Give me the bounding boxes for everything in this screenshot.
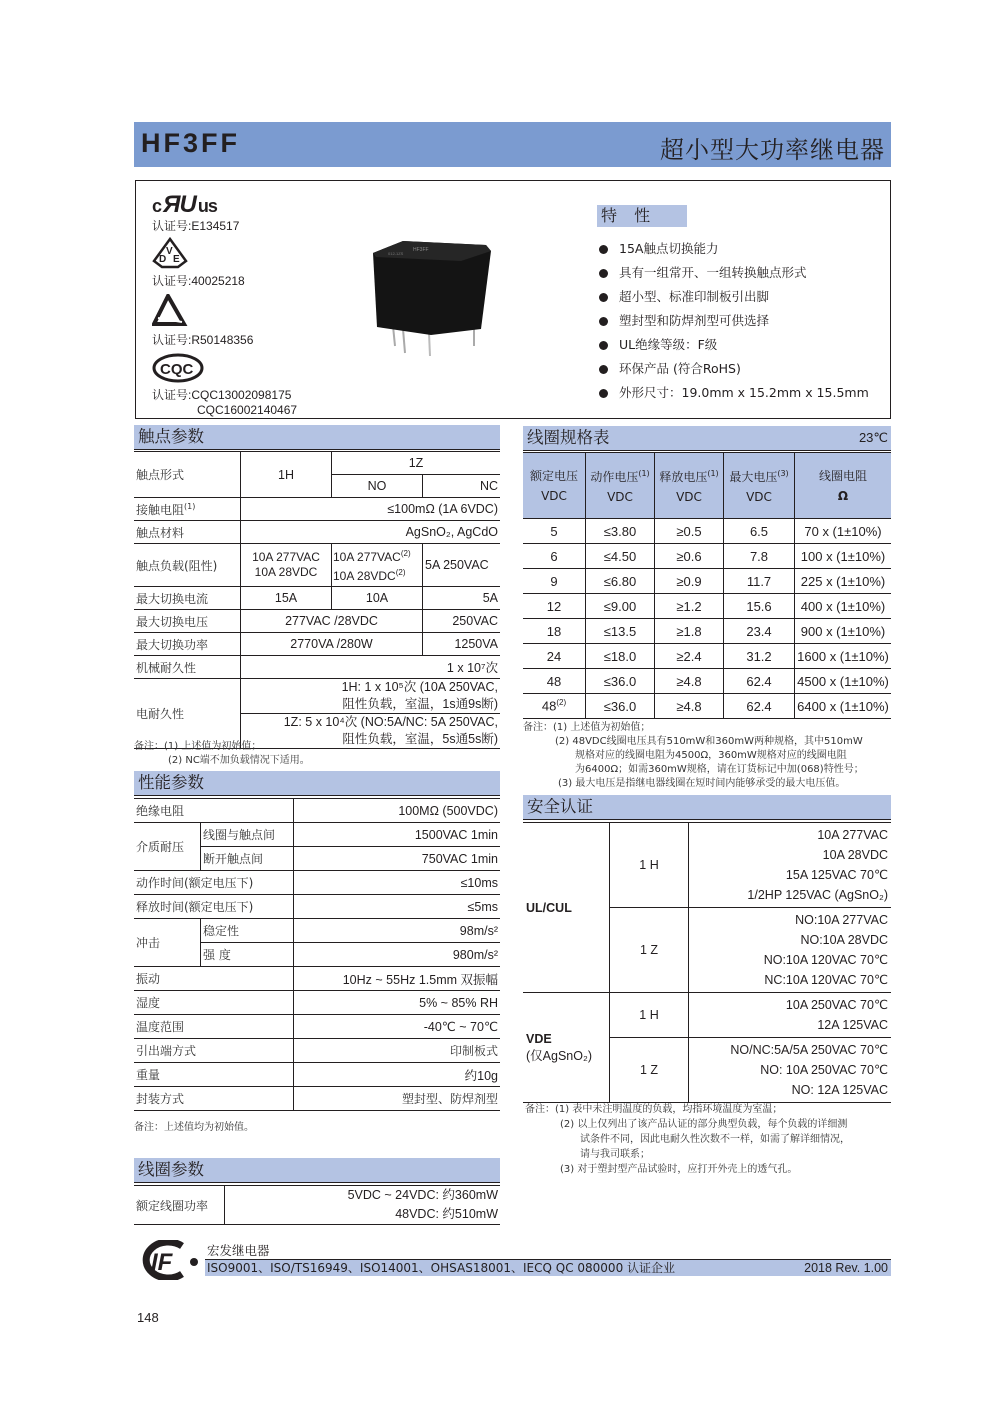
cert-number: R50148356 xyxy=(191,333,254,347)
features-list xyxy=(599,237,869,405)
section-safety-title: 安全认证 xyxy=(523,795,891,820)
feature-item: 环保产品 (符合RoHS) xyxy=(599,357,869,381)
section-coil-params-title: 线圈参数 xyxy=(134,1158,500,1183)
bullet-icon xyxy=(599,269,608,278)
section-performance-title: 性能参数 xyxy=(134,771,500,796)
iso-certifications: ISO9001、ISO/TS16949、ISO14001、OHSAS18001、IECQ QC 080000 认证企业 xyxy=(207,1261,676,1275)
svg-text:CQC: CQC xyxy=(160,361,194,378)
relay-product-image xyxy=(373,241,491,356)
section-contact-title: 触点参数 xyxy=(134,425,500,450)
feature-item: 15A触点切换能力 xyxy=(599,237,869,261)
bullet-icon xyxy=(599,293,608,302)
cert-number: 40025218 xyxy=(191,274,245,288)
contact-notes: 备注：(1) 上述值为初始值； (2) NC端不加负载情况下适用。 xyxy=(134,741,310,766)
bullet-icon xyxy=(599,365,608,374)
hongfa-logo xyxy=(134,1240,200,1285)
safety-notes: 备注：(1) 表中未注明温度的负载，均指环境温度为室温； (2) 以上仅列出了该产品认证的部分典型负载，每个负载的详细测 试条件不同，因此电耐久性次数不一样，如需了解详细情况， 请与我司联系； (3) 对于塑封型产品试验时，应打开外壳上的透气孔。 xyxy=(525,1104,850,1175)
features-title: 特 性 xyxy=(597,205,687,227)
coil-table-notes: 备注：(1) 上述值为初始值； (2) 48VDC线圈电压具有510mW和360mW两种规格，其中510mW 规格对应的线圈电阻为4500Ω，360mW规格对应的线圈电阻 为6400Ω；如需360mW规格，请在订货标记中加(068)特性号； (3) 最大电压是指继电器线圈在短时间内能够承受的最大电压值。 xyxy=(523,722,864,789)
page-header xyxy=(134,122,891,167)
footer-bar xyxy=(205,1259,891,1276)
feature-item: 超小型、标准印制板引出脚 xyxy=(599,285,869,309)
bullet-icon xyxy=(599,317,608,326)
cert-tuv: 认证号:R50148356 xyxy=(152,294,253,348)
contact-table: 触点形式 1H 1Z NO NC 接触电阻$^{(1)}$ ≤100mΩ (1A 6VDC) 触点材料 AgSnO₂, AgCdO 触点负载(阻性) 10A 277VAC 10A 28VDC 10A 277VAC$^{(2)}$ 10A 28VDC$^{(2)}$ 5A 250VAC 最大切换电流 15A 10A 5A 最大切换电压 277VAC /28VDC 250VAC 最大切换功率 2770VA /280W 1250VA 机械耐久性 1 x 10⁷次 电耐久性 1H: 1 x 10⁵次 (10A 250VAC, 阻性负载，室温，1s通9s断) 1Z: 5 x 10⁴次 (NO:5A/NC: 5A 250VAC, 阻性负载，室温，5s通5s断) xyxy=(134,451,500,749)
performance-note: 备注：上述值均为初始值。 xyxy=(134,1122,254,1133)
revision: 2018 Rev. 1.00 xyxy=(804,1261,888,1275)
svg-text:012-1ZS: 012-1ZS xyxy=(388,251,404,256)
svg-text:HF3FF: HF3FF xyxy=(413,247,429,253)
cert-number: CQC13002098175 xyxy=(191,388,292,402)
coil-params-table: 额定线圈功率 5VDC ~ 24VDC: 约360mW 48VDC: 约510mW xyxy=(134,1185,500,1225)
svg-text:E: E xyxy=(173,254,180,265)
overview-box xyxy=(135,180,891,419)
model-title: HF3FF xyxy=(141,128,240,158)
section-coil-table-title: 线圈规格表 23℃ xyxy=(523,426,891,451)
safety-table: UL/CUL 1 H 10A 277VAC 10A 28VDC 15A 125VAC 70℃ 1/2HP 125VAC (AgSnO₂) 1 Z NO:10A 277VAC NO:10A 28VDC NO:10A 120VAC 70℃ NC:10A 120VAC 70℃ VDE (仅AgSnO₂) 1 H 10A 250VAC 70℃ 12A 125VAC 1 Z NO/NC:5A/5A 250VAC 70℃ NO: 10A 250VAC 70℃ NO: 12A 125VAC xyxy=(523,822,891,1103)
feature-item: 塑封型和防焊剂型可供选择 xyxy=(599,309,869,333)
table-row: 48 ≤36.0 ≥4.8 62.4 4500 x (1±10%) xyxy=(523,669,891,694)
bullet-icon xyxy=(599,389,608,398)
cULus-icon: cЯU us xyxy=(152,191,217,218)
hongfa-logo-icon xyxy=(134,1240,200,1280)
cert-number-2: CQC16002140467 xyxy=(197,403,298,417)
svg-text:IF: IF xyxy=(151,1249,173,1276)
feature-item: UL绝缘等级：F级 xyxy=(599,333,869,357)
page-number: 148 xyxy=(137,1310,159,1325)
cert-vde: D V E 认证号:40025218 xyxy=(152,237,245,289)
table-row: 48$^{(2)}$ ≤36.0 ≥4.8 62.4 6400 x (1±10%) xyxy=(523,694,891,719)
temperature-label: 23℃ xyxy=(858,430,888,445)
bullet-icon xyxy=(599,245,608,254)
vde-icon xyxy=(152,237,188,269)
cert-ul: cЯU us 认证号:E134517 xyxy=(152,191,240,233)
cqc-icon xyxy=(152,353,204,383)
table-row: 6 ≤4.50 ≥0.6 7.8 100 x (1±10%) xyxy=(523,544,891,569)
cert-number: E134517 xyxy=(191,219,240,233)
tuv-triangle-icon xyxy=(152,294,188,328)
feature-item: 外形尺寸：19.0mm x 15.2mm x 15.5mm xyxy=(599,381,869,405)
performance-table: 绝缘电阻 100MΩ (500VDC) 介质耐压 线圈与触点间 1500VAC 1min 断开触点间 750VAC 1min 动作时间(额定电压下) ≤10ms 释放时间(额定电压下) ≤5ms 冲击 稳定性 98m/s² 强 度 980m/s² 振动 10Hz ~ 55Hz 1.5mm 双振幅 湿度 5% ~ 85% RH 温度范围 -40℃ ~ 70℃ 引出端方式 印制板式 重量 约10g 封装方式 塑封型、防焊剂型 xyxy=(134,798,500,1111)
product-subtitle: 超小型大功率继电器 xyxy=(660,136,885,164)
table-row: 24 ≤18.0 ≥2.4 31.2 1600 x (1±10%) xyxy=(523,644,891,669)
table-row: 9 ≤6.80 ≥0.9 11.7 225 x (1±10%) xyxy=(523,569,891,594)
table-row: 18 ≤13.5 ≥1.8 23.4 900 x (1±10%) xyxy=(523,619,891,644)
table-row: 12 ≤9.00 ≥1.2 15.6 400 x (1±10%) xyxy=(523,594,891,619)
bullet-icon xyxy=(599,341,608,350)
coil-spec-table: 额定电压 VDC 动作电压$^{(1)}$ VDC 释放电压$^{(1)}$ VDC 最大电压$^{(3)}$ VDC 线圈电阻 Ω 5 ≤3.80 ≥0.5 6.5 70 x (1±10%) 6 ≤4.50 ≥0.6 7.8 100 x (1±10%) 9 ≤6.80 ≥0.9 11.7 225 x (1±10%) 12 ≤9.00 ≥1.2 15.6 400 x (1±10%) 18 ≤13.5 ≥1.8 23.4 900 x (1±10%) 24 ≤18.0 ≥2.4 31.2 1600 x (1±10%) 48 ≤36.0 ≥4.8 62.4 4500 x (1±10%) 48$^{(2)}$ ≤36.0 ≥4.8 62.4 6400 x (1±10%) xyxy=(523,452,891,719)
svg-text:V: V xyxy=(166,246,173,257)
feature-item: 具有一组常开、一组转换触点形式 xyxy=(599,261,869,285)
table-row: 5 ≤3.80 ≥0.5 6.5 70 x (1±10%) xyxy=(523,519,891,544)
company-name: 宏发继电器 xyxy=(207,1243,270,1258)
svg-text:D: D xyxy=(159,254,167,265)
cert-cqc: CQC 认证号:CQC13002098175 CQC16002140467 xyxy=(152,353,297,417)
